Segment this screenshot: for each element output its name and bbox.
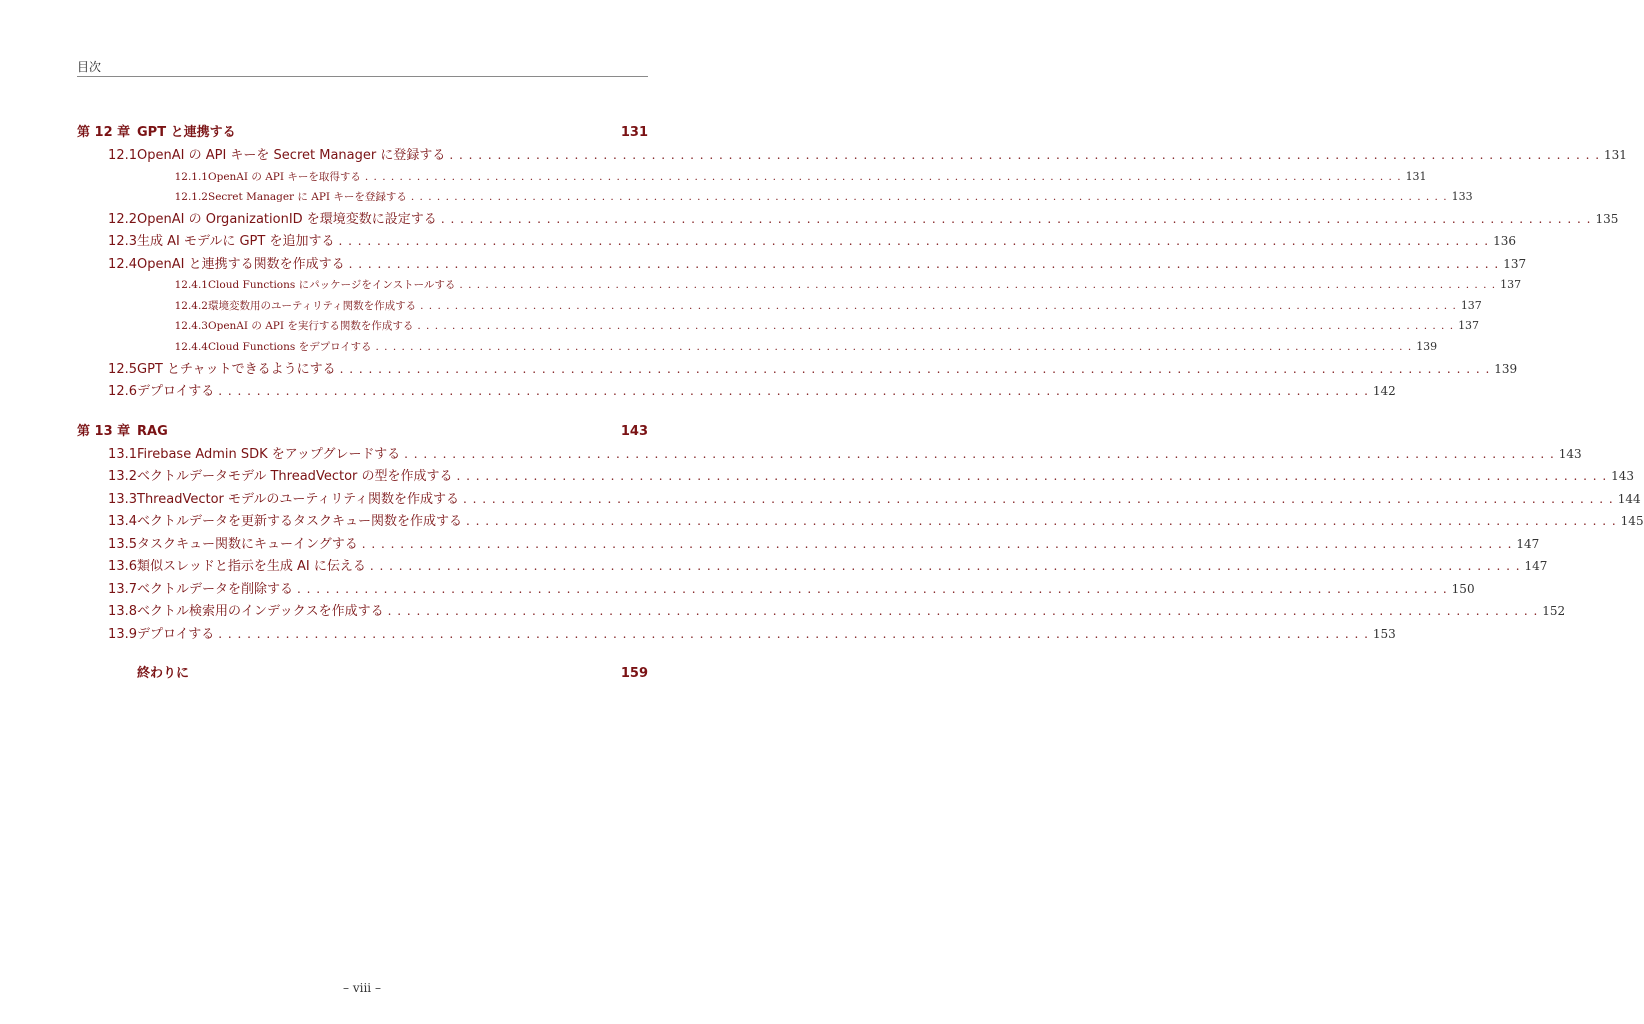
toc-subsection-row[interactable] <box>77 296 1482 317</box>
toc-section-row[interactable] <box>77 144 1627 167</box>
toc-entry-page: 131 <box>620 125 648 140</box>
toc-entry-title: ベクトル検索用のインデックスを作成する <box>137 604 384 620</box>
toc-entry-number <box>77 167 208 188</box>
toc-section-row[interactable] <box>77 555 1548 578</box>
toc-dot-leader: . . . . . . . . . . . . . . . . . . . . . . . . . . . . . . . . . . . . . . . . . . . . . . . . . . . . . . . . . . . . . . . . . . . . . . . . . . . . . . . . . . . . . . . . . . . . . . . . . . . . . . . . . . . . . . . . . . . . . . . . <box>463 491 1614 506</box>
toc-dot-leader: . . . . . . . . . . . . . . . . . . . . . . . . . . . . . . . . . . . . . . . . . . . . . . . . . . . . . . . . . . . . . . . . . . . . . . . . . . . . . . . . . . . . . . . . . . . . . . . . . . . . . . . . . . . . . . . . . . . . . . . . <box>297 581 1448 596</box>
toc-entry-number-text: 12.4.2 <box>174 299 208 312</box>
toc-entry-number <box>77 145 137 168</box>
toc-entry-number: 第 12 章 <box>77 125 131 140</box>
toc-entry-number-text: 13.6 <box>108 559 137 575</box>
toc-entry-title: OpenAI の API を実行する関数を作成する <box>208 320 414 333</box>
toc-subsection-row[interactable] <box>77 187 1473 208</box>
toc-dot-leader: . . . . . . . . . . . . . . . . . . . . . . . . . . . . . . . . . . . . . . . . . . . . . . . . . . . . . . . . . . . . . . . . . . . . . . . . . . . . . . . . . . . . . . . . . . . . . . . . . . . . . . . . . . . . . . . . . . . . . . . . <box>375 340 1413 353</box>
toc-chapter-row[interactable] <box>77 122 648 144</box>
toc-entry-number-text: 12.4.1 <box>174 279 208 292</box>
toc-entry-page: 136 <box>1493 234 1517 249</box>
toc-entry-number <box>77 296 208 317</box>
toc-entry-number <box>77 316 208 337</box>
toc-entry-page: 147 <box>1516 536 1540 551</box>
toc-dot-leader: . . . . . . . . . . . . . . . . . . . . . . . . . . . . . . . . . . . . . . . . . . . . . . . . . . . . . . . . . . . . . . . . . . . . . . . . . . . . . . . . . . . . . . . . . . . . . . . . . . . . . . . . . . . . . . . . . . . . . . . . <box>218 626 1369 641</box>
toc-entry-page: 137 <box>1500 278 1522 292</box>
toc-entry-page: 145 <box>1620 514 1644 529</box>
toc-entry-number <box>77 444 137 467</box>
toc-entry-title: Cloud Functions をデプロイする <box>208 340 372 353</box>
toc-entry-number <box>77 556 137 579</box>
toc-entry-number-text: 12.1 <box>108 148 137 163</box>
toc-entry-number-text: 13.1 <box>108 446 137 462</box>
toc-entry-number-text: 12.2 <box>108 211 137 227</box>
toc-entry-title: 終わりに <box>137 666 190 682</box>
toc-chapter-row[interactable] <box>77 663 648 685</box>
toc-entry-number <box>77 231 137 254</box>
toc-entry-number <box>77 489 137 512</box>
toc-entry-page: 137 <box>1458 319 1480 333</box>
page-number: – viii – <box>343 981 381 995</box>
toc-entry-title: GPT とチャットできるようにする <box>137 361 336 377</box>
toc-entry-title: 生成 AI モデルに GPT を追加する <box>137 234 335 250</box>
toc-entry-number-text: 13.3 <box>108 491 137 507</box>
toc-dot-leader: . . . . . . . . . . . . . . . . . . . . . . . . . . . . . . . . . . . . . . . . . . . . . . . . . . . . . . . . . . . . . . . . . . . . . . . . . . . . . . . . . . . . . . . . . . . . . . . . . . . . . . . . . . . . . . . . . . . . . . . . <box>404 446 1555 461</box>
toc-entry-page: 159 <box>620 666 648 682</box>
toc-entry-number-text: 13.2 <box>108 469 137 485</box>
toc-section-row[interactable] <box>77 488 1641 511</box>
toc-dot-leader: . . . . . . . . . . . . . . . . . . . . . . . . . . . . . . . . . . . . . . . . . . . . . . . . . . . . . . . . . . . . . . . . . . . . . . . . . . . . . . . . . . . . . . . . . . . . . . . . . . . . . . . . . . . . . . . . . . . . . . . . <box>369 559 1521 574</box>
toc-entry-title: Secret Manager に API キーを登録する <box>208 191 407 204</box>
toc-entry-title: ThreadVector モデルのユーティリティ関数を作成する <box>137 491 460 507</box>
toc-entry-number <box>77 601 137 624</box>
toc-entry-title: RAG <box>137 423 168 439</box>
toc-entry-page: 143 <box>1558 446 1582 461</box>
toc-dot-leader: . . . . . . . . . . . . . . . . . . . . . . . . . . . . . . . . . . . . . . . . . . . . . . . . . . . . . . . . . . . . . . . . . . . . . . . . . . . . . . . . . . . . . . . . . . . . . . . . . . . . . . . . . . . . . . . . . . . . . . . . <box>459 279 1497 292</box>
toc-entry-number-text: 13.4 <box>108 514 137 530</box>
toc-entry-page: 135 <box>1595 211 1619 226</box>
toc-section-row[interactable] <box>77 533 1540 556</box>
toc-dot-leader: . . . . . . . . . . . . . . . . . . . . . . . . . . . . . . . . . . . . . . . . . . . . . . . . . . . . . . . . . . . . . . . . . . . . . . . . . . . . . . . . . . . . . . . . . . . . . . . . . . . . . . . . . . . . . . . . . . . . . . . . <box>364 170 1402 183</box>
toc-entry-page: 152 <box>1542 604 1566 619</box>
running-header: 目次 <box>77 60 102 74</box>
toc-entry-number <box>77 466 137 489</box>
toc-entry-page: 137 <box>1460 298 1482 312</box>
toc-entry-page: 144 <box>1617 491 1641 506</box>
toc-entry-page: 150 <box>1451 581 1475 596</box>
toc-section-row[interactable] <box>77 253 1527 276</box>
toc-entry-number <box>77 534 137 557</box>
toc-entry-number <box>77 337 208 358</box>
toc-entry-number-text: 12.4.3 <box>174 320 208 333</box>
toc-entry-page: 139 <box>1416 339 1438 353</box>
toc-entry-title: 環境変数用のユーティリティ関数を作成する <box>208 299 417 312</box>
toc-dot-leader: . . . . . . . . . . . . . . . . . . . . . . . . . . . . . . . . . . . . . . . . . . . . . . . . . . . . . . . . . . . . . . . . . . . . . . . . . . . . . . . . . . . . . . . . . . . . . . . . . . . . . . . . . . . . . . . . . . . . . . . . <box>417 320 1455 333</box>
toc-entry-title: デプロイする <box>137 384 215 400</box>
toc-dot-leader: . . . . . . . . . . . . . . . . . . . . . . . . . . . . . . . . . . . . . . . . . . . . . . . . . . . . . . . . . . . . . . . . . . . . . . . . . . . . . . . . . . . . . . . . . . . . . . . . . . . . . . . . . . . . . . . . . . . . . . . . <box>449 148 1601 162</box>
toc-entry-number-text: 13.9 <box>108 626 137 642</box>
toc-entry-number <box>77 209 137 232</box>
toc-chapter-row[interactable] <box>77 421 648 443</box>
toc-entry-page: 142 <box>1372 384 1396 399</box>
toc-entry-title: デプロイする <box>137 626 215 642</box>
toc-dot-leader: . . . . . . . . . . . . . . . . . . . . . . . . . . . . . . . . . . . . . . . . . . . . . . . . . . . . . . . . . . . . . . . . . . . . . . . . . . . . . . . . . . . . . . . . . . . . . . . . . . . . . . . . . . . . . . . . . . . . . . . . <box>218 384 1369 399</box>
toc-entry-title: 類似スレッドと指示を生成 AI に伝える <box>137 559 366 575</box>
toc-entry-page: 143 <box>1611 469 1635 484</box>
toc-entry-title: Firebase Admin SDK をアップグレードする <box>137 446 401 462</box>
toc-entry-number-text: 13.5 <box>108 536 137 552</box>
toc-entry-title: ベクトルデータを削除する <box>137 581 294 597</box>
toc-section-row[interactable] <box>77 623 1396 646</box>
toc-dot-leader: . . . . . . . . . . . . . . . . . . . . . . . . . . . . . . . . . . . . . . . . . . . . . . . . . . . . . . . . . . . . . . . . . . . . . . . . . . . . . . . . . . . . . . . . . . . . . . . . . . . . . . . . . . . . . . . . . . . . . . . . <box>361 536 1513 551</box>
toc-subsection-row[interactable] <box>77 275 1522 296</box>
toc-subsection-row[interactable] <box>77 316 1480 337</box>
toc-section-row[interactable] <box>77 358 1518 381</box>
table-of-contents <box>77 122 1644 685</box>
toc-section-row[interactable] <box>77 465 1635 488</box>
toc-dot-leader: . . . . . . . . . . . . . . . . . . . . . . . . . . . . . . . . . . . . . . . . . . . . . . . . . . . . . . . . . . . . . . . . . . . . . . . . . . . . . . . . . . . . . . . . . . . . . . . . . . . . . . . . . . . . . . . . . . . . . . . . <box>338 234 1490 249</box>
toc-entry-page: 147 <box>1524 559 1548 574</box>
toc-entry-number-text: 12.4.4 <box>174 340 208 353</box>
toc-entry-title: OpenAI の OrganizationID を環境変数に設定する <box>137 211 437 227</box>
toc-subsection-row[interactable] <box>77 337 1438 358</box>
toc-section-row[interactable] <box>77 578 1475 601</box>
toc-entry-page: 131 <box>1604 148 1627 162</box>
toc-section-row[interactable] <box>77 380 1396 403</box>
toc-dot-leader: . . . . . . . . . . . . . . . . . . . . . . . . . . . . . . . . . . . . . . . . . . . . . . . . . . . . . . . . . . . . . . . . . . . . . . . . . . . . . . . . . . . . . . . . . . . . . . . . . . . . . . . . . . . . . . . . . . . . . . . . <box>440 211 1592 226</box>
toc-entry-page: 139 <box>1494 361 1518 376</box>
toc-entry-title: ベクトルデータモデル ThreadVector の型を作成する <box>137 469 453 485</box>
toc-section-row[interactable] <box>77 208 1619 231</box>
toc-entry-number <box>77 511 137 534</box>
toc-entry-number <box>77 187 208 208</box>
toc-entry-number <box>77 254 137 277</box>
toc-dot-leader: . . . . . . . . . . . . . . . . . . . . . . . . . . . . . . . . . . . . . . . . . . . . . . . . . . . . . . . . . . . . . . . . . . . . . . . . . . . . . . . . . . . . . . . . . . . . . . . . . . . . . . . . . . . . . . . . . . . . . . . . <box>420 299 1457 312</box>
toc-entry-number <box>77 624 137 647</box>
toc-dot-leader: . . . . . . . . . . . . . . . . . . . . . . . . . . . . . . . . . . . . . . . . . . . . . . . . . . . . . . . . . . . . . . . . . . . . . . . . . . . . . . . . . . . . . . . . . . . . . . . . . . . . . . . . . . . . . . . . . . . . . . . . <box>348 256 1500 271</box>
toc-dot-leader: . . . . . . . . . . . . . . . . . . . . . . . . . . . . . . . . . . . . . . . . . . . . . . . . . . . . . . . . . . . . . . . . . . . . . . . . . . . . . . . . . . . . . . . . . . . . . . . . . . . . . . . . . . . . . . . . . . . . . . . . <box>410 191 1448 204</box>
toc-entry-page: 133 <box>1451 190 1473 204</box>
toc-entry-page: 137 <box>1503 256 1527 271</box>
toc-entry-number <box>77 359 137 382</box>
toc-dot-leader: . . . . . . . . . . . . . . . . . . . . . . . . . . . . . . . . . . . . . . . . . . . . . . . . . . . . . . . . . . . . . . . . . . . . . . . . . . . . . . . . . . . . . . . . . . . . . . . . . . . . . . . . . . . . . . . . . . . . . . . . <box>339 361 1491 376</box>
toc-entry-number-text: 12.1.1 <box>174 170 208 183</box>
toc-dot-leader: . . . . . . . . . . . . . . . . . . . . . . . . . . . . . . . . . . . . . . . . . . . . . . . . . . . . . . . . . . . . . . . . . . . . . . . . . . . . . . . . . . . . . . . . . . . . . . . . . . . . . . . . . . . . . . . . . . . . . . . . <box>466 514 1617 529</box>
toc-entry-title: OpenAI の API キーを取得する <box>208 170 361 183</box>
toc-entry-number-text: 12.1.2 <box>174 191 208 204</box>
toc-section-row[interactable] <box>77 600 1566 623</box>
toc-entry-title: Cloud Functions にパッケージをインストールする <box>208 279 456 292</box>
toc-dot-leader: . . . . . . . . . . . . . . . . . . . . . . . . . . . . . . . . . . . . . . . . . . . . . . . . . . . . . . . . . . . . . . . . . . . . . . . . . . . . . . . . . . . . . . . . . . . . . . . . . . . . . . . . . . . . . . . . . . . . . . . . <box>387 604 1539 619</box>
toc-section-row[interactable] <box>77 443 1582 466</box>
toc-entry-number <box>77 579 137 602</box>
toc-entry-page: 153 <box>1372 626 1396 641</box>
toc-entry-number-text: 12.5 <box>108 361 137 377</box>
header-divider <box>77 76 648 77</box>
toc-entry-number-text: 12.6 <box>108 384 137 400</box>
toc-entry-number-text: 13.8 <box>108 604 137 620</box>
toc-entry-number-text: 13.7 <box>108 581 137 597</box>
toc-subsection-row[interactable] <box>77 167 1427 188</box>
toc-entry-number <box>77 275 208 296</box>
toc-section-row[interactable] <box>77 230 1517 253</box>
toc-dot-leader: . . . . . . . . . . . . . . . . . . . . . . . . . . . . . . . . . . . . . . . . . . . . . . . . . . . . . . . . . . . . . . . . . . . . . . . . . . . . . . . . . . . . . . . . . . . . . . . . . . . . . . . . . . . . . . . . . . . . . . . . <box>456 469 1608 484</box>
toc-entry-number: 第 13 章 <box>77 423 131 439</box>
toc-entry-number-text: 12.3 <box>108 234 137 250</box>
toc-entry-title: タスクキュー関数にキューイングする <box>137 536 358 552</box>
toc-entry-number <box>77 381 137 404</box>
toc-section-row[interactable] <box>77 510 1644 533</box>
toc-entry-page: 131 <box>1405 169 1427 183</box>
toc-entry-number-text: 12.4 <box>108 256 137 272</box>
toc-entry-title: OpenAI の API キーを Secret Manager に登録する <box>137 148 446 163</box>
toc-entry-title: GPT と連携する <box>137 125 236 140</box>
toc-entry-title: ベクトルデータを更新するタスクキュー関数を作成する <box>137 514 463 530</box>
toc-entry-page: 143 <box>620 423 648 439</box>
toc-entry-title: OpenAI と連携する関数を作成する <box>137 256 345 272</box>
